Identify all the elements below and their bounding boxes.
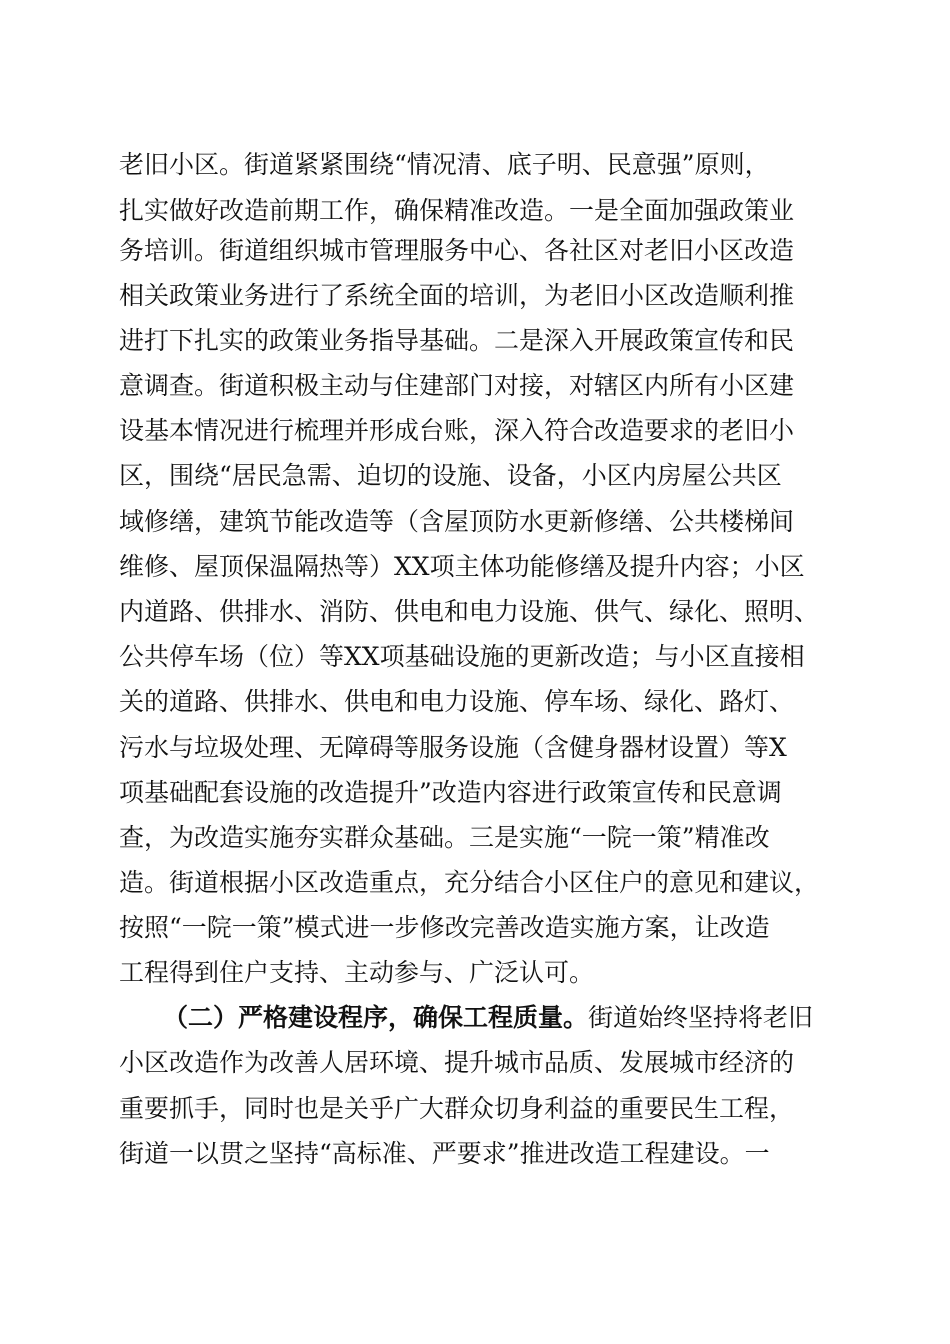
text-line: 区，围绕“居民急需、迫切的设施、设备，小区内房屋公共区 bbox=[119, 461, 782, 490]
text-line: 造。街道根据小区改造重点，充分结合小区住户的意见和建议， bbox=[119, 868, 820, 897]
text-line: 务培训。街道组织城市管理服务中心、各社区对老旧小区改造 bbox=[119, 236, 795, 265]
text-line: 重要抓手，同时也是关乎广大群众切身利益的重要民生工程， bbox=[119, 1094, 795, 1123]
text-line: 域修缮，建筑节能改造等（含屋顶防水更新修缮、公共楼梯间 bbox=[119, 507, 795, 536]
text-line: 扎实做好改造前期工作，确保精准改造。一是全面加强政策业 bbox=[119, 196, 795, 225]
text-line: 街道一以贯之坚持“高标准、严要求”推进改造工程建设。一 bbox=[119, 1139, 770, 1168]
text-line: 查，为改造实施夯实群众基础。三是实施“一院一策”精准改 bbox=[119, 823, 770, 852]
text-span: 街道始终坚持将老旧 bbox=[588, 1003, 814, 1032]
text-line: 意调查。街道积极主动与住建部门对接，对辖区内所有小区建 bbox=[119, 371, 795, 400]
text-line: 老旧小区。街道紧紧围绕“情况清、底子明、民意强”原则， bbox=[119, 150, 770, 179]
text-line: 工程得到住户支持、主动参与、广泛认可。 bbox=[119, 958, 595, 987]
text-line: 污水与垃圾处理、无障碍等服务设施（含健身器材设置）等X bbox=[119, 733, 787, 762]
text-line: 进打下扎实的政策业务指导基础。二是深入开展政策宣传和民 bbox=[119, 326, 795, 355]
text-line: 小区改造作为改善人居环境、提升城市品质、发展城市经济的 bbox=[119, 1048, 795, 1077]
text-line: 内道路、供排水、消防、供电和电力设施、供气、绿化、照明、 bbox=[119, 597, 820, 626]
paragraph2-first-line bbox=[163, 996, 839, 1040]
text-line: 公共停车场（位）等XX项基础设施的更新改造；与小区直接相 bbox=[119, 642, 805, 671]
text-line: 按照“一院一策”模式进一步修改完善改造实施方案，让改造 bbox=[119, 913, 770, 942]
text-line: 设基本情况进行梳理并形成台账，深入符合改造要求的老旧小 bbox=[119, 416, 795, 445]
text-line: 维修、屋顶保温隔热等）XX项主体功能修缮及提升内容；小区 bbox=[119, 552, 805, 581]
text-line: 项基础配套设施的改造提升”改造内容进行政策宣传和民意调 bbox=[119, 778, 782, 807]
text-line: 相关政策业务进行了系统全面的培训，为老旧小区改造顺利推 bbox=[119, 281, 795, 310]
section-heading: （二）严格建设程序，确保工程质量。 bbox=[163, 1003, 589, 1032]
text-line: 关的道路、供排水、供电和电力设施、停车场、绿化、路灯、 bbox=[119, 687, 795, 716]
